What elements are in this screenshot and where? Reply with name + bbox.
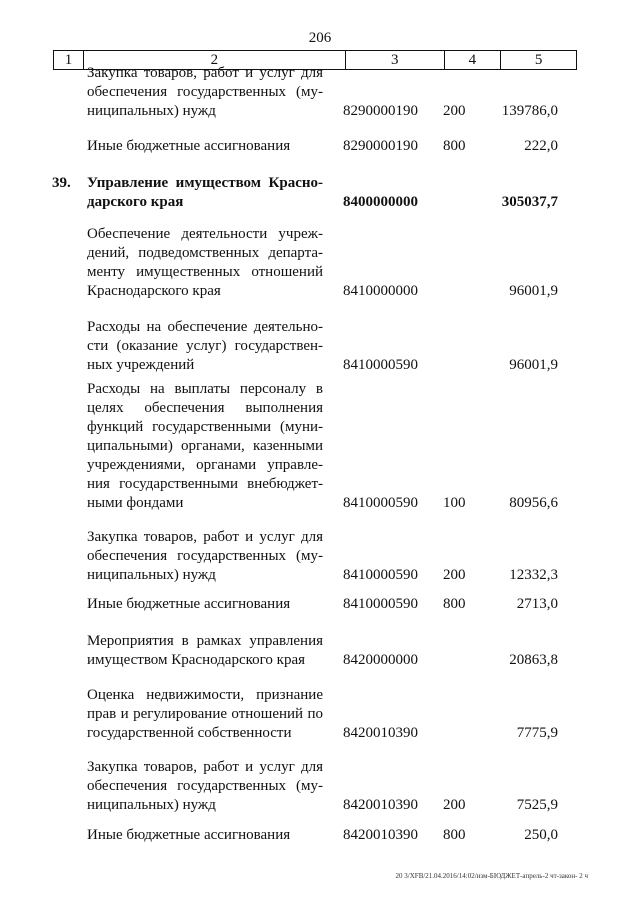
description-line: Управление имуществом Красно- [87,175,323,191]
column-header: 2 [84,51,346,69]
description-line: Расходы на обеспечение деятельно- [87,319,323,335]
description-line: ниципальных) нужд [87,797,216,813]
target-code: 8420010390 [343,827,418,843]
target-code: 8290000190 [343,138,418,154]
expense-type: 800 [443,827,466,843]
row-description [87,225,323,301]
target-code: 8410000590 [343,495,418,511]
description-line: прав и регулирование отношений по [87,706,323,722]
column-header: 3 [346,51,445,69]
description-line: Иные бюджетные ассигнования [87,827,291,843]
row-description [87,380,323,513]
target-code: 8410000590 [343,596,418,612]
description-line: Обеспечение деятельности учреж- [87,226,323,242]
description-line: ния государственными внебюджет- [87,476,323,492]
row-description [87,174,323,212]
amount: 80956,6 [509,495,558,511]
row-description [87,595,323,614]
amount: 96001,9 [509,357,558,373]
amount: 139786,0 [501,103,558,119]
description-line: Краснодарского края [87,283,221,299]
description-line: Закупка товаров, работ и услуг для [87,759,323,775]
description-line: Закупка товаров, работ и услуг для [87,65,323,81]
description-line: дарского края [87,194,184,210]
page-number: 206 [308,30,332,46]
expense-type: 200 [443,567,466,583]
expense-type: 800 [443,596,466,612]
description-line: Иные бюджетные ассигнования [87,138,291,154]
description-line: Иные бюджетные ассигнования [87,596,291,612]
amount: 7775,9 [516,725,558,741]
description-line: функций государственными (муни- [87,419,323,435]
expense-type: 100 [443,495,466,511]
row-description [87,826,323,845]
column-header: 1 [54,51,84,69]
description-line: обеспечения государственных (му- [87,778,323,794]
description-line: ными фондами [87,495,184,511]
amount: 2713,0 [516,596,558,612]
target-code: 8410000590 [343,357,418,373]
amount: 12332,3 [509,567,558,583]
description-line: государственной собственности [87,725,292,741]
description-line: Расходы на выплаты персоналу в [87,381,323,397]
amount: 305037,7 [501,194,558,210]
amount: 20863,8 [509,652,558,668]
row-description [87,632,323,670]
amount: 222,0 [524,138,558,154]
row-description [87,137,323,156]
description-line: обеспечения государственных (му- [87,548,323,564]
target-code: 8410000590 [343,567,418,583]
description-line: сти (оказание услуг) государствен- [87,338,323,354]
row-description [87,318,323,375]
target-code: 8400000000 [343,194,418,210]
amount: 96001,9 [509,283,558,299]
target-code: 8410000000 [343,283,418,299]
expense-type: 800 [443,138,466,154]
description-line: Закупка товаров, работ и услуг для [87,529,323,545]
row-description [87,758,323,815]
target-code: 8290000190 [343,103,418,119]
footer-stamp: 20 3/XFB/21.04.2016/14:02/изм-БЮДЖЕТ-апрель-2 чт-закон- 2 ч [395,872,588,880]
description-line: ципальными) органами, казенными [87,438,323,454]
target-code: 8420000000 [343,652,418,668]
amount: 7525,9 [516,797,558,813]
row-description [87,686,323,743]
column-header: 5 [534,51,543,68]
description-line: целях обеспечения выполнения [87,400,323,416]
description-line: ниципальных) нужд [87,103,216,119]
description-line: учреждениями, органами управле- [87,457,323,473]
description-line: Мероприятия в рамках управления [87,633,323,649]
description-line: дений, подведомственных департа- [87,245,323,261]
target-code: 8420010390 [343,725,418,741]
expense-type: 200 [443,103,466,119]
description-line: Оценка недвижимости, признание [87,687,323,703]
row-description [87,528,323,585]
amount: 250,0 [524,827,558,843]
target-code: 8420010390 [343,797,418,813]
description-line: ных учреждений [87,357,195,373]
row-number: 39. [52,175,71,191]
description-line: ниципальных) нужд [87,567,216,583]
description-line: обеспечения государственных (му- [87,84,323,100]
description-line: менту имущественных отношений [87,264,323,280]
expense-type: 200 [443,797,466,813]
row-description [87,64,323,121]
description-line: имуществом Краснодарского края [87,652,306,668]
column-header: 4 [445,51,502,69]
